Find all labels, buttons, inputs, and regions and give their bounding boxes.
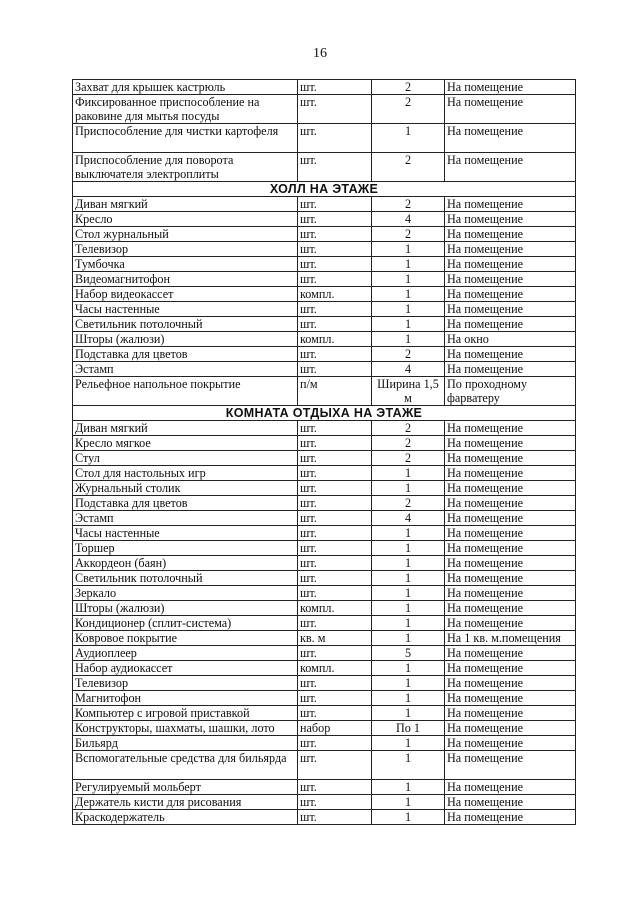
norm-cell: На помещение bbox=[445, 571, 576, 586]
norm-cell: На помещение bbox=[445, 95, 576, 124]
unit-cell: шт. bbox=[298, 810, 372, 825]
unit-cell: шт. bbox=[298, 80, 372, 95]
quantity-cell: 1 bbox=[372, 676, 445, 691]
table-row bbox=[73, 780, 576, 795]
norm-cell: На помещение bbox=[445, 451, 576, 466]
table-row bbox=[73, 810, 576, 825]
norm-cell: На помещение bbox=[445, 646, 576, 661]
quantity-cell: 4 bbox=[372, 362, 445, 377]
unit-cell: шт. bbox=[298, 212, 372, 227]
quantity-cell: 1 bbox=[372, 242, 445, 257]
quantity-cell: 1 bbox=[372, 287, 445, 302]
item-name-cell: Аккордеон (баян) bbox=[73, 556, 298, 571]
norm-cell: На 1 кв. м.помещения bbox=[445, 631, 576, 646]
item-name-cell: Светильник потолочный bbox=[73, 317, 298, 332]
norm-cell: На помещение bbox=[445, 80, 576, 95]
quantity-cell: 1 bbox=[372, 571, 445, 586]
norm-cell: На помещение bbox=[445, 362, 576, 377]
item-name-cell: Светильник потолочный bbox=[73, 571, 298, 586]
quantity-cell: 2 bbox=[372, 95, 445, 124]
quantity-cell: 4 bbox=[372, 511, 445, 526]
unit-cell: набор bbox=[298, 721, 372, 736]
norm-cell: На помещение bbox=[445, 212, 576, 227]
item-name-cell: Шторы (жалюзи) bbox=[73, 601, 298, 616]
unit-cell: шт. bbox=[298, 556, 372, 571]
item-name-cell: Подставка для цветов bbox=[73, 347, 298, 362]
unit-cell: шт. bbox=[298, 466, 372, 481]
item-name-cell: Журнальный столик bbox=[73, 481, 298, 496]
unit-cell: шт. bbox=[298, 124, 372, 153]
table-row bbox=[73, 287, 576, 302]
norm-cell: На помещение bbox=[445, 302, 576, 317]
section-header-row bbox=[73, 406, 576, 421]
quantity-cell: 1 bbox=[372, 795, 445, 810]
item-name-cell: Держатель кисти для рисования bbox=[73, 795, 298, 810]
table-row bbox=[73, 347, 576, 362]
norm-cell: На помещение bbox=[445, 780, 576, 795]
unit-cell: шт. bbox=[298, 616, 372, 631]
norm-cell: На помещение bbox=[445, 347, 576, 362]
norm-cell: На помещение bbox=[445, 706, 576, 721]
norm-cell: На помещение bbox=[445, 751, 576, 780]
norm-cell: На помещение bbox=[445, 481, 576, 496]
table-row bbox=[73, 242, 576, 257]
unit-cell: компл. bbox=[298, 601, 372, 616]
item-name-cell: Набор аудиокассет bbox=[73, 661, 298, 676]
quantity-cell: 2 bbox=[372, 496, 445, 511]
unit-cell: шт. bbox=[298, 706, 372, 721]
table-row bbox=[73, 153, 576, 182]
table-row bbox=[73, 124, 576, 153]
quantity-cell: 2 bbox=[372, 80, 445, 95]
table-row bbox=[73, 526, 576, 541]
norm-cell: На помещение bbox=[445, 586, 576, 601]
table-row bbox=[73, 212, 576, 227]
unit-cell: шт. bbox=[298, 317, 372, 332]
quantity-cell: 1 bbox=[372, 124, 445, 153]
item-name-cell: Эстамп bbox=[73, 362, 298, 377]
norm-cell: На помещение bbox=[445, 526, 576, 541]
unit-cell: шт. bbox=[298, 795, 372, 810]
unit-cell: компл. bbox=[298, 332, 372, 347]
table-row bbox=[73, 197, 576, 212]
item-name-cell: Кондиционер (сплит-система) bbox=[73, 616, 298, 631]
table-row bbox=[73, 95, 576, 124]
table-row bbox=[73, 227, 576, 242]
quantity-cell: 2 bbox=[372, 153, 445, 182]
norm-cell: На помещение bbox=[445, 601, 576, 616]
norm-cell: На помещение bbox=[445, 287, 576, 302]
quantity-cell: 1 bbox=[372, 481, 445, 496]
unit-cell: шт. bbox=[298, 571, 372, 586]
item-name-cell: Краскодержатель bbox=[73, 810, 298, 825]
quantity-cell: 1 bbox=[372, 466, 445, 481]
equipment-table-body bbox=[73, 80, 576, 825]
table-row bbox=[73, 676, 576, 691]
section-title: ХОЛЛ НА ЭТАЖЕ bbox=[73, 182, 576, 197]
item-name-cell: Стул bbox=[73, 451, 298, 466]
norm-cell: На помещение bbox=[445, 616, 576, 631]
norm-cell: На помещение bbox=[445, 124, 576, 153]
norm-cell: На помещение bbox=[445, 197, 576, 212]
unit-cell: шт. bbox=[298, 451, 372, 466]
quantity-cell: 1 bbox=[372, 810, 445, 825]
quantity-cell: 1 bbox=[372, 736, 445, 751]
norm-cell: На помещение bbox=[445, 556, 576, 571]
unit-cell: шт. bbox=[298, 526, 372, 541]
table-row bbox=[73, 511, 576, 526]
item-name-cell: Видеомагнитофон bbox=[73, 272, 298, 287]
quantity-cell: 1 bbox=[372, 541, 445, 556]
item-name-cell: Захват для крышек кастрюль bbox=[73, 80, 298, 95]
unit-cell: шт. bbox=[298, 421, 372, 436]
item-name-cell: Телевизор bbox=[73, 676, 298, 691]
item-name-cell: Фиксированное приспособление на раковине для мытья посуды bbox=[73, 95, 298, 124]
unit-cell: шт. bbox=[298, 736, 372, 751]
unit-cell: шт. bbox=[298, 586, 372, 601]
table-row bbox=[73, 661, 576, 676]
table-row bbox=[73, 481, 576, 496]
page-number: 16 bbox=[313, 46, 327, 61]
table-row bbox=[73, 631, 576, 646]
table-row bbox=[73, 571, 576, 586]
unit-cell: шт. bbox=[298, 227, 372, 242]
quantity-cell: 1 bbox=[372, 751, 445, 780]
table-row bbox=[73, 421, 576, 436]
table-row bbox=[73, 736, 576, 751]
quantity-cell: 1 bbox=[372, 631, 445, 646]
item-name-cell: Конструкторы, шахматы, шашки, лото bbox=[73, 721, 298, 736]
unit-cell: шт. bbox=[298, 95, 372, 124]
table-row bbox=[73, 721, 576, 736]
table-row bbox=[73, 466, 576, 481]
quantity-cell: 1 bbox=[372, 257, 445, 272]
norm-cell: На помещение bbox=[445, 736, 576, 751]
item-name-cell: Часы настенные bbox=[73, 302, 298, 317]
item-name-cell: Ковровое покрытие bbox=[73, 631, 298, 646]
unit-cell: шт. bbox=[298, 541, 372, 556]
norm-cell: На помещение bbox=[445, 272, 576, 287]
item-name-cell: Тумбочка bbox=[73, 257, 298, 272]
item-name-cell: Стол журнальный bbox=[73, 227, 298, 242]
norm-cell: На помещение bbox=[445, 153, 576, 182]
unit-cell: шт. bbox=[298, 676, 372, 691]
norm-cell: На помещение bbox=[445, 691, 576, 706]
norm-cell: На помещение bbox=[445, 257, 576, 272]
item-name-cell: Магнитофон bbox=[73, 691, 298, 706]
table-row bbox=[73, 706, 576, 721]
quantity-cell: 1 bbox=[372, 272, 445, 287]
item-name-cell: Кресло мягкое bbox=[73, 436, 298, 451]
item-name-cell: Шторы (жалюзи) bbox=[73, 332, 298, 347]
unit-cell: шт. bbox=[298, 481, 372, 496]
unit-cell: шт. bbox=[298, 347, 372, 362]
norm-cell: На помещение bbox=[445, 436, 576, 451]
table-row bbox=[73, 601, 576, 616]
item-name-cell: Подставка для цветов bbox=[73, 496, 298, 511]
item-name-cell: Эстамп bbox=[73, 511, 298, 526]
table-row bbox=[73, 616, 576, 631]
quantity-cell: 2 bbox=[372, 421, 445, 436]
quantity-cell: 2 bbox=[372, 436, 445, 451]
norm-cell: На помещение bbox=[445, 795, 576, 810]
item-name-cell: Рельефное напольное покрытие bbox=[73, 377, 298, 406]
item-name-cell: Диван мягкий bbox=[73, 197, 298, 212]
table-row bbox=[73, 272, 576, 287]
table-row bbox=[73, 691, 576, 706]
table-row bbox=[73, 436, 576, 451]
quantity-cell: 1 bbox=[372, 691, 445, 706]
table-row bbox=[73, 80, 576, 95]
quantity-cell: 2 bbox=[372, 197, 445, 212]
quantity-cell: 2 bbox=[372, 451, 445, 466]
norm-cell: На помещение bbox=[445, 317, 576, 332]
quantity-cell: 1 bbox=[372, 586, 445, 601]
item-name-cell: Набор видеокассет bbox=[73, 287, 298, 302]
unit-cell: шт. bbox=[298, 242, 372, 257]
quantity-cell: 2 bbox=[372, 347, 445, 362]
quantity-cell: 1 bbox=[372, 332, 445, 347]
quantity-cell: 1 bbox=[372, 556, 445, 571]
unit-cell: шт. bbox=[298, 496, 372, 511]
unit-cell: шт. bbox=[298, 257, 372, 272]
norm-cell: На помещение bbox=[445, 661, 576, 676]
table-row bbox=[73, 496, 576, 511]
unit-cell: шт. bbox=[298, 302, 372, 317]
item-name-cell: Стол для настольных игр bbox=[73, 466, 298, 481]
quantity-cell: 1 bbox=[372, 526, 445, 541]
table-row bbox=[73, 257, 576, 272]
item-name-cell: Диван мягкий bbox=[73, 421, 298, 436]
unit-cell: шт. bbox=[298, 780, 372, 795]
norm-cell: На помещение bbox=[445, 541, 576, 556]
quantity-cell: 1 bbox=[372, 601, 445, 616]
item-name-cell: Аудиоплеер bbox=[73, 646, 298, 661]
item-name-cell: Приспособление для чистки картофеля bbox=[73, 124, 298, 153]
norm-cell: На помещение bbox=[445, 227, 576, 242]
quantity-cell: 1 bbox=[372, 780, 445, 795]
unit-cell: кв. м bbox=[298, 631, 372, 646]
norm-cell: На окно bbox=[445, 332, 576, 347]
norm-cell: На помещение bbox=[445, 466, 576, 481]
item-name-cell: Кресло bbox=[73, 212, 298, 227]
unit-cell: шт. bbox=[298, 197, 372, 212]
norm-cell: На помещение bbox=[445, 242, 576, 257]
item-name-cell: Приспособление для поворота выключателя электроплиты bbox=[73, 153, 298, 182]
section-header-row bbox=[73, 182, 576, 197]
table-row bbox=[73, 302, 576, 317]
unit-cell: компл. bbox=[298, 661, 372, 676]
norm-cell: На помещение bbox=[445, 496, 576, 511]
unit-cell: шт. bbox=[298, 153, 372, 182]
table-row bbox=[73, 751, 576, 780]
item-name-cell: Компьютер с игровой приставкой bbox=[73, 706, 298, 721]
unit-cell: шт. bbox=[298, 362, 372, 377]
quantity-cell: 2 bbox=[372, 227, 445, 242]
table-row bbox=[73, 377, 576, 406]
equipment-table bbox=[72, 79, 576, 825]
section-title: КОМНАТА ОТДЫХА НА ЭТАЖЕ bbox=[73, 406, 576, 421]
quantity-cell: По 1 bbox=[372, 721, 445, 736]
quantity-cell: 4 bbox=[372, 212, 445, 227]
item-name-cell: Зеркало bbox=[73, 586, 298, 601]
unit-cell: шт. bbox=[298, 272, 372, 287]
table-row bbox=[73, 541, 576, 556]
item-name-cell: Телевизор bbox=[73, 242, 298, 257]
quantity-cell: 1 bbox=[372, 661, 445, 676]
unit-cell: шт. bbox=[298, 751, 372, 780]
quantity-cell: Ширина 1,5 м bbox=[372, 377, 445, 406]
unit-cell: п/м bbox=[298, 377, 372, 406]
norm-cell: На помещение bbox=[445, 511, 576, 526]
norm-cell: По проходному фарватеру bbox=[445, 377, 576, 406]
quantity-cell: 1 bbox=[372, 616, 445, 631]
unit-cell: компл. bbox=[298, 287, 372, 302]
unit-cell: шт. bbox=[298, 511, 372, 526]
item-name-cell: Торшер bbox=[73, 541, 298, 556]
unit-cell: шт. bbox=[298, 436, 372, 451]
norm-cell: На помещение bbox=[445, 676, 576, 691]
unit-cell: шт. bbox=[298, 646, 372, 661]
quantity-cell: 1 bbox=[372, 706, 445, 721]
table-row bbox=[73, 795, 576, 810]
item-name-cell: Вспомогательные средства для бильярда bbox=[73, 751, 298, 780]
table-row bbox=[73, 586, 576, 601]
unit-cell: шт. bbox=[298, 691, 372, 706]
quantity-cell: 1 bbox=[372, 302, 445, 317]
item-name-cell: Часы настенные bbox=[73, 526, 298, 541]
item-name-cell: Бильярд bbox=[73, 736, 298, 751]
table-row bbox=[73, 362, 576, 377]
norm-cell: На помещение bbox=[445, 810, 576, 825]
table-row bbox=[73, 332, 576, 347]
table-row bbox=[73, 317, 576, 332]
table-row bbox=[73, 646, 576, 661]
item-name-cell: Регулируемый мольберт bbox=[73, 780, 298, 795]
quantity-cell: 1 bbox=[372, 317, 445, 332]
table-row bbox=[73, 451, 576, 466]
norm-cell: На помещение bbox=[445, 721, 576, 736]
norm-cell: На помещение bbox=[445, 421, 576, 436]
table-row bbox=[73, 556, 576, 571]
quantity-cell: 5 bbox=[372, 646, 445, 661]
